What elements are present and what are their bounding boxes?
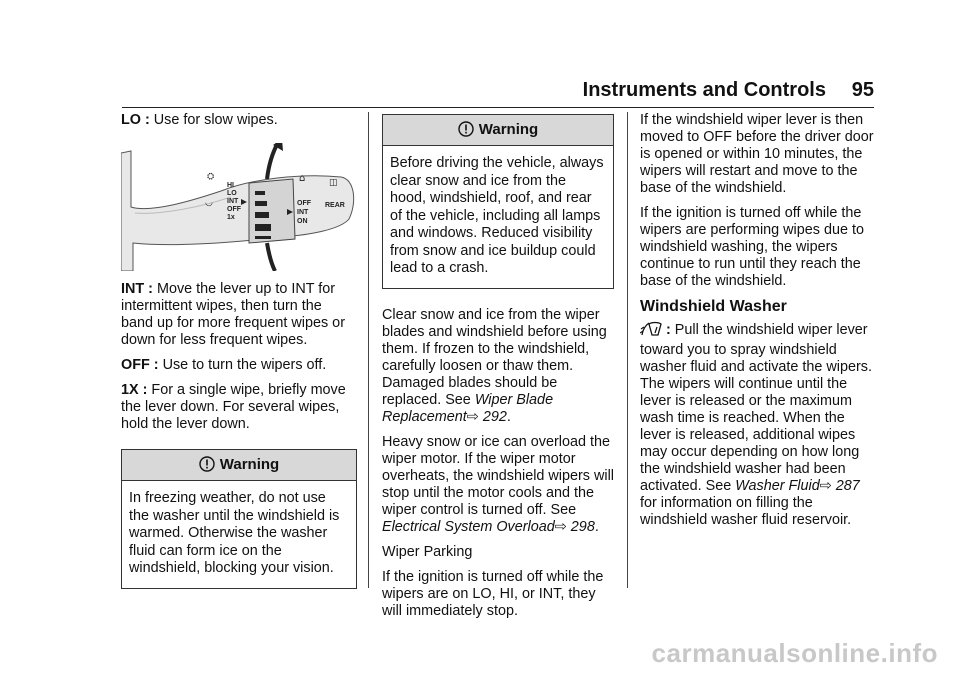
svg-text:⛭: ⛭	[207, 172, 215, 182]
fig-label-int: INT	[227, 198, 239, 205]
fig-label-hi: HI	[227, 182, 234, 189]
svg-text:◡: ◡	[205, 198, 213, 208]
warning-header: Warning	[122, 450, 356, 481]
int-term: INT :	[121, 281, 153, 297]
1x-term: 1X :	[121, 382, 148, 398]
column-1	[121, 112, 357, 589]
page-ref[interactable]: ⇨ 287	[819, 478, 860, 494]
page-header	[0, 80, 874, 108]
link-washer-fluid[interactable]: Washer Fluid	[735, 478, 820, 494]
lo-term: LO :	[121, 112, 150, 128]
warning-icon	[458, 121, 474, 137]
link-wiper-blade-replacement[interactable]: Wiper Blade Replacement	[382, 391, 554, 425]
off-term: OFF :	[121, 357, 159, 373]
watermark: carmanualsonline.info	[651, 638, 938, 668]
wiper-parking-heading: Wiper Parking	[382, 543, 473, 560]
column-divider-1	[368, 112, 369, 588]
warning-box-snow	[382, 114, 614, 289]
page-ref[interactable]: ⇨ 298	[554, 518, 595, 535]
warning-icon	[199, 456, 215, 472]
ignition-paragraph: If the ignition is turned off while the wipers are performing wipes due to windshield washing, the wipers continue to run until they reach the base of the windshield.	[640, 205, 864, 289]
washer-paragraph: : Pull the windshield wiper lever toward you to spray windshield washer fluid and activate the wipers. The wipers will continue until the lever is released or the maximum wash time is reached. When the lever is released, additional wipes may occur depending on how long the windshield washer had been activated. See Washer Fluid⇨ 287 for information on filling the windshield washer fluid reservoir.	[640, 322, 872, 528]
page-title: Instruments and Controls	[582, 79, 826, 101]
wiper-lever-illustration	[121, 143, 357, 271]
clear-snow-paragraph: Clear snow and ice from the wiper blades and windshield before using them. If frozen to the windshield, carefully loosen or thaw them. Damaged blades should be replaced. See Wiper Blade Replacement⇨ 292.	[382, 306, 607, 425]
warning-header: Warning	[383, 115, 613, 146]
link-electrical-system-overload[interactable]: Electrical System Overload	[382, 518, 555, 535]
washer-icon	[640, 321, 662, 342]
fig-label-lo: LO	[227, 190, 237, 197]
int-paragraph: INT : Move the lever up to INT for intermittent wipes, then turn the band up for more frequent wipes or down for less frequent wipes.	[121, 281, 345, 348]
column-2	[382, 112, 614, 628]
svg-text:⌂: ⌂	[299, 173, 306, 184]
fig-label-off: OFF	[227, 206, 241, 213]
warning-box-freezing	[121, 449, 357, 589]
lo-paragraph: LO : Use for slow wipes.	[121, 112, 278, 128]
svg-text:◫: ◫	[329, 178, 338, 188]
warning-text: In freezing weather, do not use the washer until the windshield is warmed. Otherwise the washer fluid can form ice on the windshield, blocking your vision.	[129, 490, 340, 576]
fig-label-1x: 1x	[227, 214, 235, 221]
off-paragraph: OFF : Use to turn the wipers off.	[121, 357, 327, 373]
column-divider-2	[627, 112, 628, 588]
fig-label-rear: REAR	[325, 202, 345, 209]
1x-paragraph: 1X : For a single wipe, briefly move the lever down. For several wipes, hold the lever down.	[121, 382, 346, 432]
restart-paragraph: If the windshield wiper lever is then moved to OFF before the driver door is opened or within 10 minutes, the wipers will restart and move to the base of the windshield.	[640, 112, 874, 196]
page-number: 95	[851, 79, 874, 101]
header-rule	[122, 107, 874, 108]
warning-text: Before driving the vehicle, always clear snow and ice from the hood, windshield, roof, and rear of the vehicle, including all lamps and windows. Reduced visibility from snow and ice buildup could lead to a crash.	[390, 155, 604, 276]
page-ref[interactable]: ⇨ 292	[466, 408, 507, 425]
section-title-windshield-washer: Windshield Washer	[640, 298, 787, 315]
heavy-snow-paragraph: Heavy snow or ice can overload the wiper motor. If the wiper motor overheats, the windshield wipers will stop until the motor cools and the wiper control is turned off. See Electrical System Overload⇨ 298.	[382, 433, 614, 535]
fig-label-rear-on: ON	[297, 218, 308, 225]
fig-label-rear-int: INT	[297, 209, 309, 216]
wiper-parking-paragraph: If the ignition is turned off while the wipers are on LO, HI, or INT, they will immediately stop.	[382, 568, 604, 619]
fig-label-rear-off: OFF	[297, 200, 311, 207]
column-3	[640, 112, 876, 537]
